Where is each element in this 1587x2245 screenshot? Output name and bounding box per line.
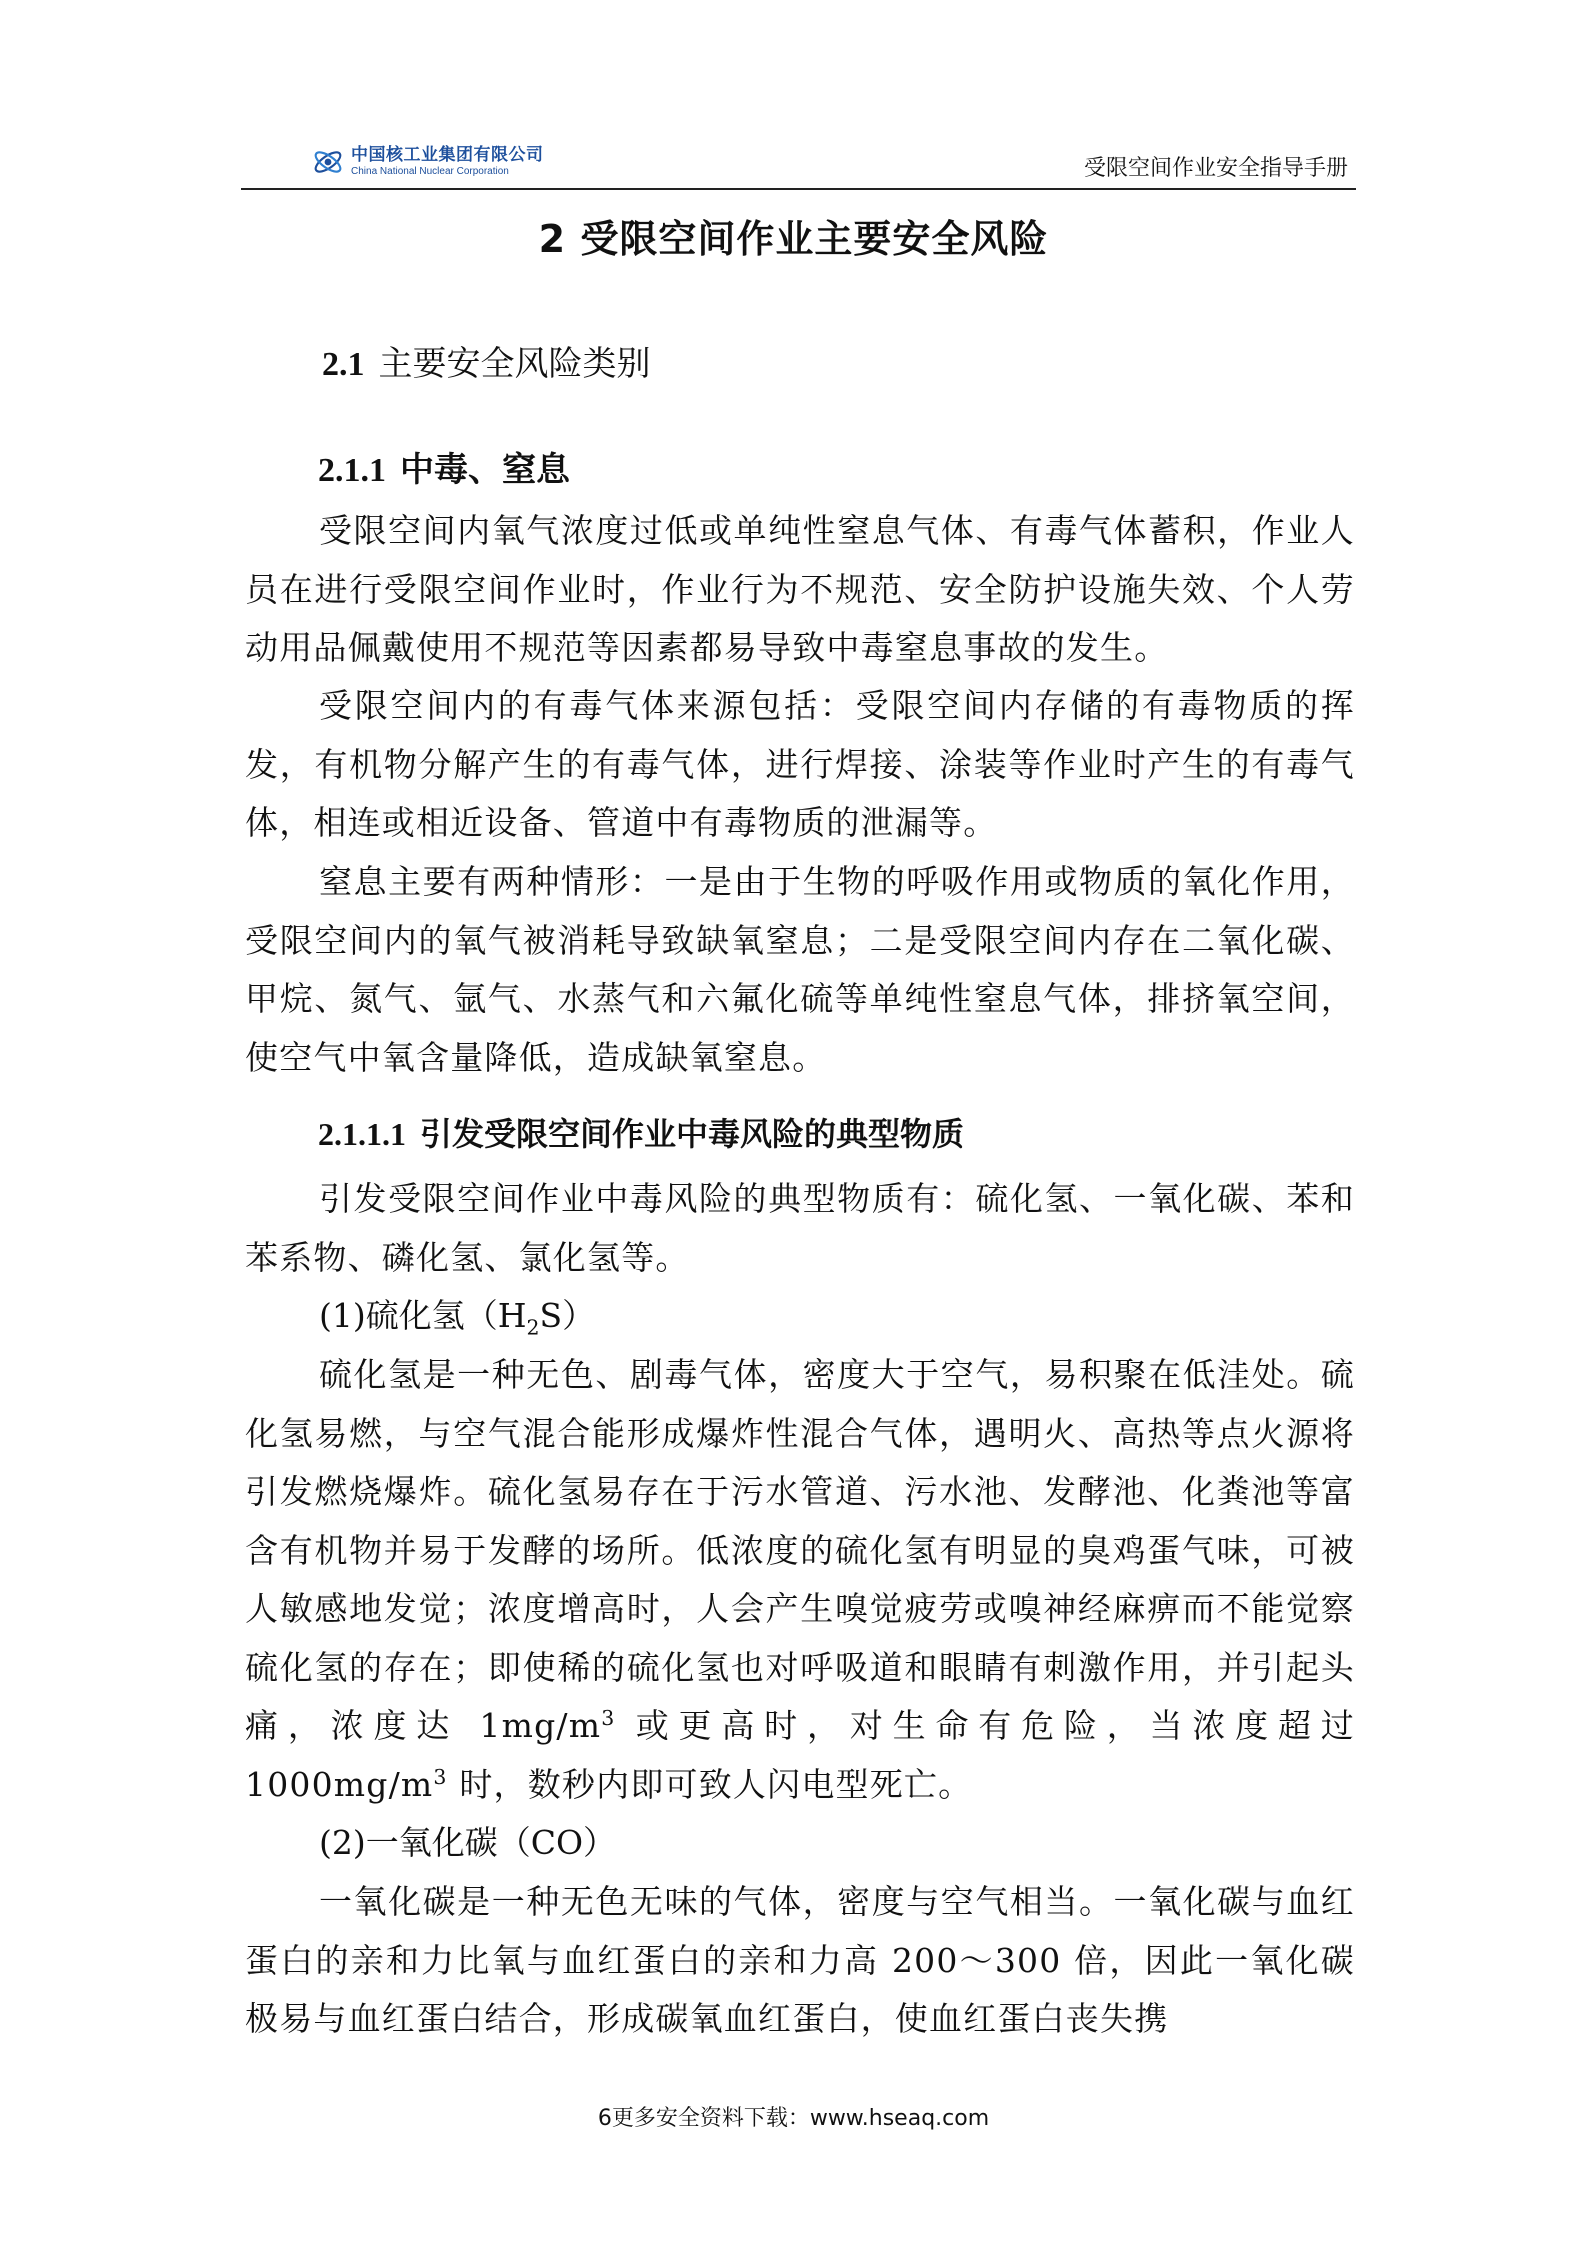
subsection-title: 中毒、窒息 <box>400 450 570 490</box>
section-number: 2.1 <box>322 346 365 383</box>
paragraph-5-sup-2: 3 <box>433 1764 448 1789</box>
paragraph-5-sup-1: 3 <box>601 1706 616 1730</box>
item-1-suffix: S） <box>539 1296 596 1335</box>
page-header <box>241 136 1356 190</box>
item-1-prefix: (1)硫化氢（H <box>319 1296 527 1335</box>
paragraph-1: 受限空间内氧气浓度过低或单纯性窒息气体、有毒气体蓄积，作业人员在进行受限空间作业时，作业行为不规范、安全防护设施失效、个人劳动用品佩戴使用不规范等因素都易导致中毒窒息事故的发生。 <box>245 511 1355 667</box>
document-title: 受限空间作业安全指导手册 <box>1083 156 1348 181</box>
item-2-heading: (2)一氧化碳（CO） <box>319 1823 617 1862</box>
chapter-title: 2 受限空间作业主要安全风险 <box>538 217 1049 261</box>
section-title: 主要安全风险类别 <box>378 344 651 384</box>
subsubsection-heading <box>318 1109 964 1155</box>
paragraph-5-part-3: 时，数秒内即可致人闪电型死亡。 <box>447 1764 973 1804</box>
paragraph-3: 窒息主要有两种情形：一是由于生物的呼吸作用或物质的氧化作用，受限空间内的氧气被消耗导致缺氧窒息；二是受限空间内存在二氧化碳、甲烷、氮气、氩气、水蒸气和六氟化硫等单纯性窒息气体，排挤氧空间，使空气中氧含量降低，造成缺氧窒息。 <box>245 862 1355 1077</box>
logo-english-name: China National Nuclear Corporation <box>351 166 509 177</box>
paragraph-6: 一氧化碳是一种无色无味的气体，密度与空气相当。一氧化碳与血红蛋白的亲和力比氧与血红蛋白的亲和力高 200～300 倍，因此一氧化碳极易与血红蛋白结合，形成碳氧血红蛋白，使血红蛋白丧失携 <box>245 1882 1355 2038</box>
subsubsection-number: 2.1.1.1 <box>318 1116 406 1152</box>
atom-logo-icon <box>311 145 345 179</box>
cnnc-logo <box>311 142 544 182</box>
item-1-heading <box>319 1287 595 1345</box>
subsection-number: 2.1.1 <box>318 452 386 489</box>
logo-chinese-name: 中国核工业集团有限公司 <box>351 145 544 165</box>
paragraph-5 <box>245 1346 1355 1814</box>
paragraph-5-part-2: 或更高时，对生命有危险，当浓度超过 1000mg/m <box>245 1706 1355 1804</box>
item-1-subscript: 2 <box>526 1315 540 1340</box>
paragraph-2: 受限空间内的有毒气体来源包括：受限空间内存储的有毒物质的挥发，有机物分解产生的有毒气体，进行焊接、涂装等作业时产生的有毒气体，相连或相近设备、管道中有毒物质的泄漏等。 <box>245 686 1355 842</box>
paragraph-4: 引发受限空间作业中毒风险的典型物质有：硫化氢、一氧化碳、苯和苯系物、磷化氢、氯化氢等。 <box>245 1179 1355 1277</box>
paragraph-5-part-1: 硫化氢是一种无色、剧毒气体，密度大于空气，易积聚在低洼处。硫化氢易燃，与空气混合能形成爆炸性混合气体，遇明火、高热等点火源将引发燃烧爆炸。硫化氢易存在于污水管道、污水池、发酵池、化粪池等富含有机物并易于发酵的场所。低浓度的硫化氢有明显的臭鸡蛋气味，可被人敏感地发觉；浓度增高时，人会产生嗅觉疲劳或嗅神经麻痹而不能觉察硫化氢的存在；即使稀的硫化氢也对呼吸道和眼睛有刺激作用，并引起头痛，浓度达 1mg/m <box>245 1355 1355 1745</box>
subsubsection-title: 引发受限空间作业中毒风险的典型物质 <box>420 1115 965 1153</box>
subsection-heading <box>318 442 570 491</box>
page-footer: 6更多安全资料下载：www.hseaq.com <box>597 2106 990 2131</box>
section-heading <box>322 336 651 385</box>
